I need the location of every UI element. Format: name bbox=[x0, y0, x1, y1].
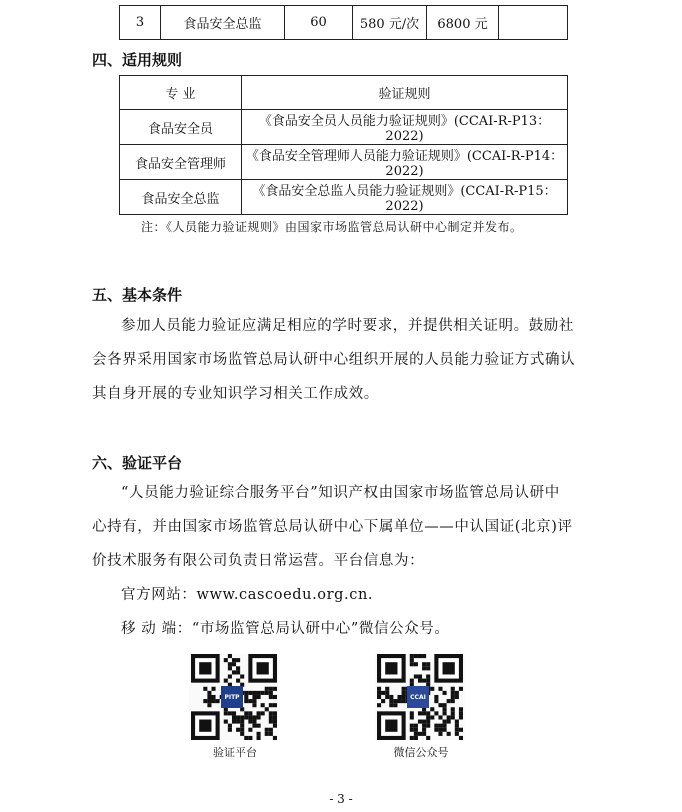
page-number: - 3 - bbox=[329, 792, 353, 806]
qr-code-platform bbox=[189, 654, 279, 740]
table-row bbox=[120, 145, 568, 180]
table-row bbox=[120, 6, 568, 40]
qr-logo: CCAI bbox=[407, 686, 429, 708]
table-row bbox=[120, 180, 568, 215]
row-major: 食品安全员 bbox=[120, 110, 242, 145]
qr-code-wechat bbox=[375, 654, 465, 740]
cell-price: 580 元/次 bbox=[353, 6, 427, 40]
paragraph-line: 参加人员能力验证应满足相应的学时要求，并提供相关证明。鼓励社 bbox=[121, 318, 574, 334]
rules-table bbox=[119, 75, 568, 215]
section5-heading: 五、基本条件 bbox=[92, 286, 183, 304]
section5-paragraph bbox=[92, 309, 592, 411]
cell-no: 3 bbox=[120, 6, 161, 40]
table-row bbox=[120, 110, 568, 145]
section6-paragraph bbox=[92, 476, 592, 646]
section6-heading: 六、验证平台 bbox=[92, 454, 183, 472]
row-major: 食品安全总监 bbox=[120, 180, 242, 215]
paragraph-line: 其自身开展的专业知识学习相关工作成效。 bbox=[92, 386, 379, 402]
paragraph-line: “人员能力验证综合服务平台”知识产权由国家市场监管总局认研中 bbox=[121, 485, 560, 501]
header-rule: 验证规则 bbox=[242, 76, 568, 110]
cell-hours: 60 bbox=[285, 6, 353, 40]
row-rule: 《食品安全管理师人员能力验证规则》(CCAI-R-P14：2022) bbox=[242, 145, 568, 180]
fee-table-tail bbox=[119, 5, 568, 40]
qr-logo: PITP bbox=[221, 686, 243, 708]
section4-heading: 四、适用规则 bbox=[92, 51, 183, 69]
paragraph-line: 会各界采用国家市场监管总局认研中心组织开展的人员能力验证方式确认 bbox=[92, 352, 576, 368]
cell-total: 6800 元 bbox=[427, 6, 499, 40]
paragraph-line: 心持有，并由国家市场监管总局认研中心下属单位——中认国证(北京)评 bbox=[92, 519, 573, 535]
mobile-line: 移 动 端：“市场监管总局认研中心”微信公众号。 bbox=[121, 621, 450, 637]
cell-name: 食品安全总监 bbox=[161, 6, 285, 40]
row-rule: 《食品安全总监人员能力验证规则》(CCAI-R-P15：2022) bbox=[242, 180, 568, 215]
table-header-row bbox=[120, 76, 568, 110]
header-major: 专 业 bbox=[120, 76, 242, 110]
qr-label-platform: 验证平台 bbox=[213, 746, 257, 759]
website-line: 官方网站：www.cascoedu.org.cn. bbox=[121, 587, 374, 603]
table-note: 注：《人员能力验证规则》由国家市场监管总局认研中心制定并发布。 bbox=[141, 220, 523, 234]
cell-extra bbox=[499, 6, 568, 40]
paragraph-line: 价技术服务有限公司负责日常运营。平台信息为： bbox=[92, 553, 425, 569]
row-rule: 《食品安全员人员能力验证规则》(CCAI-R-P13：2022) bbox=[242, 110, 568, 145]
qr-label-wechat: 微信公众号 bbox=[393, 746, 449, 759]
row-major: 食品安全管理师 bbox=[120, 145, 242, 180]
